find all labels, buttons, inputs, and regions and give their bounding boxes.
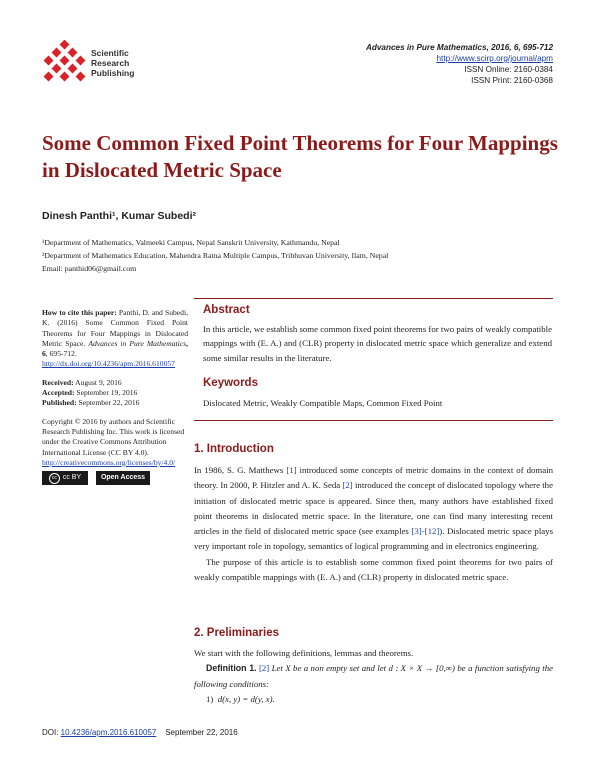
section-heading-introduction: 1. Introduction <box>194 443 274 455</box>
page-footer <box>42 728 238 737</box>
published-date: September 22, 2016 <box>76 398 140 408</box>
copyright-text: Copyright © 2016 by authors and Scientific Research Publishing Inc. This work is licensed under the Creative Commons Attribution International License (CC BY 4.0). <box>42 416 185 457</box>
introduction-body <box>194 463 553 585</box>
intro-text: introduced the concept of dislocated topology where the initiation of dislocated metric space is appeared. Since then, many authors have established fixed point theorems in dislocated metric space. In the literature, one can find many interesting recent articles in the field of dislocated metric space (see examples <box>194 480 553 537</box>
intro-text: In 1986, S. G. Matthews <box>194 465 287 475</box>
open-access-badge[interactable]: Open Access <box>96 471 150 485</box>
citation-link[interactable]: [2] <box>342 480 353 491</box>
footer-date: September 22, 2016 <box>165 728 238 737</box>
affiliations <box>42 236 562 275</box>
doi-link[interactable]: 10.4236/apm.2016.610057 <box>60 728 157 737</box>
keywords-heading: Keywords <box>203 377 258 389</box>
condition-item-1 <box>194 692 553 707</box>
author-email: Email: panthid06@gmail.com <box>42 264 137 273</box>
intro-text: introduced some concepts of metric domains in the context of domain theory. In 2000, P. Hitzler and A. K. Seda <box>194 465 553 491</box>
definition-text: Let X be a non empty set and let <box>269 663 389 674</box>
condition-number: 1) <box>206 693 214 704</box>
citation-link[interactable]: [3]-[12] <box>411 526 440 537</box>
cite-label: How to cite this paper: <box>42 308 117 317</box>
cite-journal: Advances in Pure Mathematics <box>88 338 187 348</box>
accepted-label: Accepted: <box>42 388 75 398</box>
publisher-logo <box>42 40 88 86</box>
issn-online: ISSN Online: 2160-0384 <box>464 65 553 74</box>
copyright-block <box>42 417 188 468</box>
abstract-top-rule <box>194 298 553 299</box>
license-link[interactable]: http://creativecommons.org/licenses/by/4.0/ <box>42 457 176 467</box>
condition-formula: d(x, y) = d(y, x). <box>217 693 275 704</box>
article-sidebar <box>42 308 188 485</box>
publisher-name <box>91 48 134 78</box>
intro-paragraph-1 <box>194 463 553 555</box>
cc-by-label: cc BY <box>62 474 82 481</box>
issn-print: ISSN Print: 2160-0368 <box>471 76 553 85</box>
accepted-date: September 19, 2016 <box>74 388 138 398</box>
citation-link[interactable]: [1] <box>286 465 297 475</box>
intro-text: ). Dislocated metric space plays very important role in topology, semantics of logical programming and in electronics engineering. <box>194 526 553 552</box>
prelim-intro: We start with the following definitions, lemmas and theorems. <box>194 648 414 658</box>
definition-label: Definition 1. <box>206 663 257 674</box>
doi-label: DOI: <box>42 728 61 737</box>
definition-math: d : X × X → [0,∞) <box>388 663 455 674</box>
received-label: Received: <box>42 377 74 387</box>
cite-volume: , 6 <box>42 338 188 359</box>
published-label: Published: <box>42 398 77 408</box>
license-badges <box>42 471 188 485</box>
journal-volume: , 2016, 6, 695-712 <box>486 43 553 52</box>
publisher-name-line: Research <box>91 58 130 68</box>
section-heading-preliminaries: 2. Preliminaries <box>194 627 280 639</box>
publisher-name-line: Scientific <box>91 48 129 58</box>
journal-url-link[interactable]: http://www.scirp.org/journal/apm <box>436 54 553 63</box>
abstract-heading: Abstract <box>203 304 250 316</box>
preliminaries-body <box>194 646 553 707</box>
abstract-bottom-rule <box>194 420 553 421</box>
intro-paragraph-2: The purpose of this article is to establish some common fixed point theorems for two pairs of weakly compatible mappings with (E. A.) and (CLR) property in dislocated metric space. <box>194 556 553 583</box>
publisher-name-line: Publishing <box>91 68 135 78</box>
paper-title: Some Common Fixed Point Theorems for Four Mappings in Dislocated Metric Space <box>42 131 558 182</box>
affiliation-2: ²Department of Mathematics Education, Mahendra Ratna Multiple Campus, Tribhuvan University, Ilam, Nepal <box>42 251 389 260</box>
cite-text: Panthi, D. and Subedi, K. (2016) Some Common Fixed Point Theorems for Four Mappings in Dislocated Metric Space. <box>42 308 188 348</box>
cc-icon: cc <box>49 473 60 484</box>
affiliation-1: ¹Department of Mathematics, Valmeeki Campus, Nepal Sanskrit University, Kathmandu, Nepal <box>42 238 340 247</box>
citation-link[interactable]: [2] <box>258 663 270 674</box>
abstract-text: In this article, we establish some common fixed point theorems for two pairs of weakly compatible mappings with (E. A.) and (CLR) property in dislocated metric space which generalize and extend some similar results in the literature. <box>203 324 552 363</box>
citation-block <box>42 308 188 370</box>
received-date: August 9, 2016 <box>73 377 122 387</box>
cite-pages: , 695-712. <box>45 349 77 359</box>
cc-by-badge[interactable] <box>42 471 88 485</box>
keywords-text: Dislocated Metric, Weakly Compatible Maps, Common Fixed Point <box>203 398 443 408</box>
dates-block <box>42 378 188 409</box>
author-list: Dinesh Panthi¹, Kumar Subedi² <box>42 210 197 222</box>
definition-text: be a function satisfying the following conditions: <box>194 663 553 689</box>
definition-1 <box>194 661 553 692</box>
cite-doi-link[interactable]: http://dx.doi.org/10.4236/apm.2016.610057 <box>42 359 175 369</box>
journal-citation <box>366 42 553 53</box>
journal-title: Advances in Pure Mathematics <box>365 43 487 52</box>
journal-info <box>366 42 553 86</box>
